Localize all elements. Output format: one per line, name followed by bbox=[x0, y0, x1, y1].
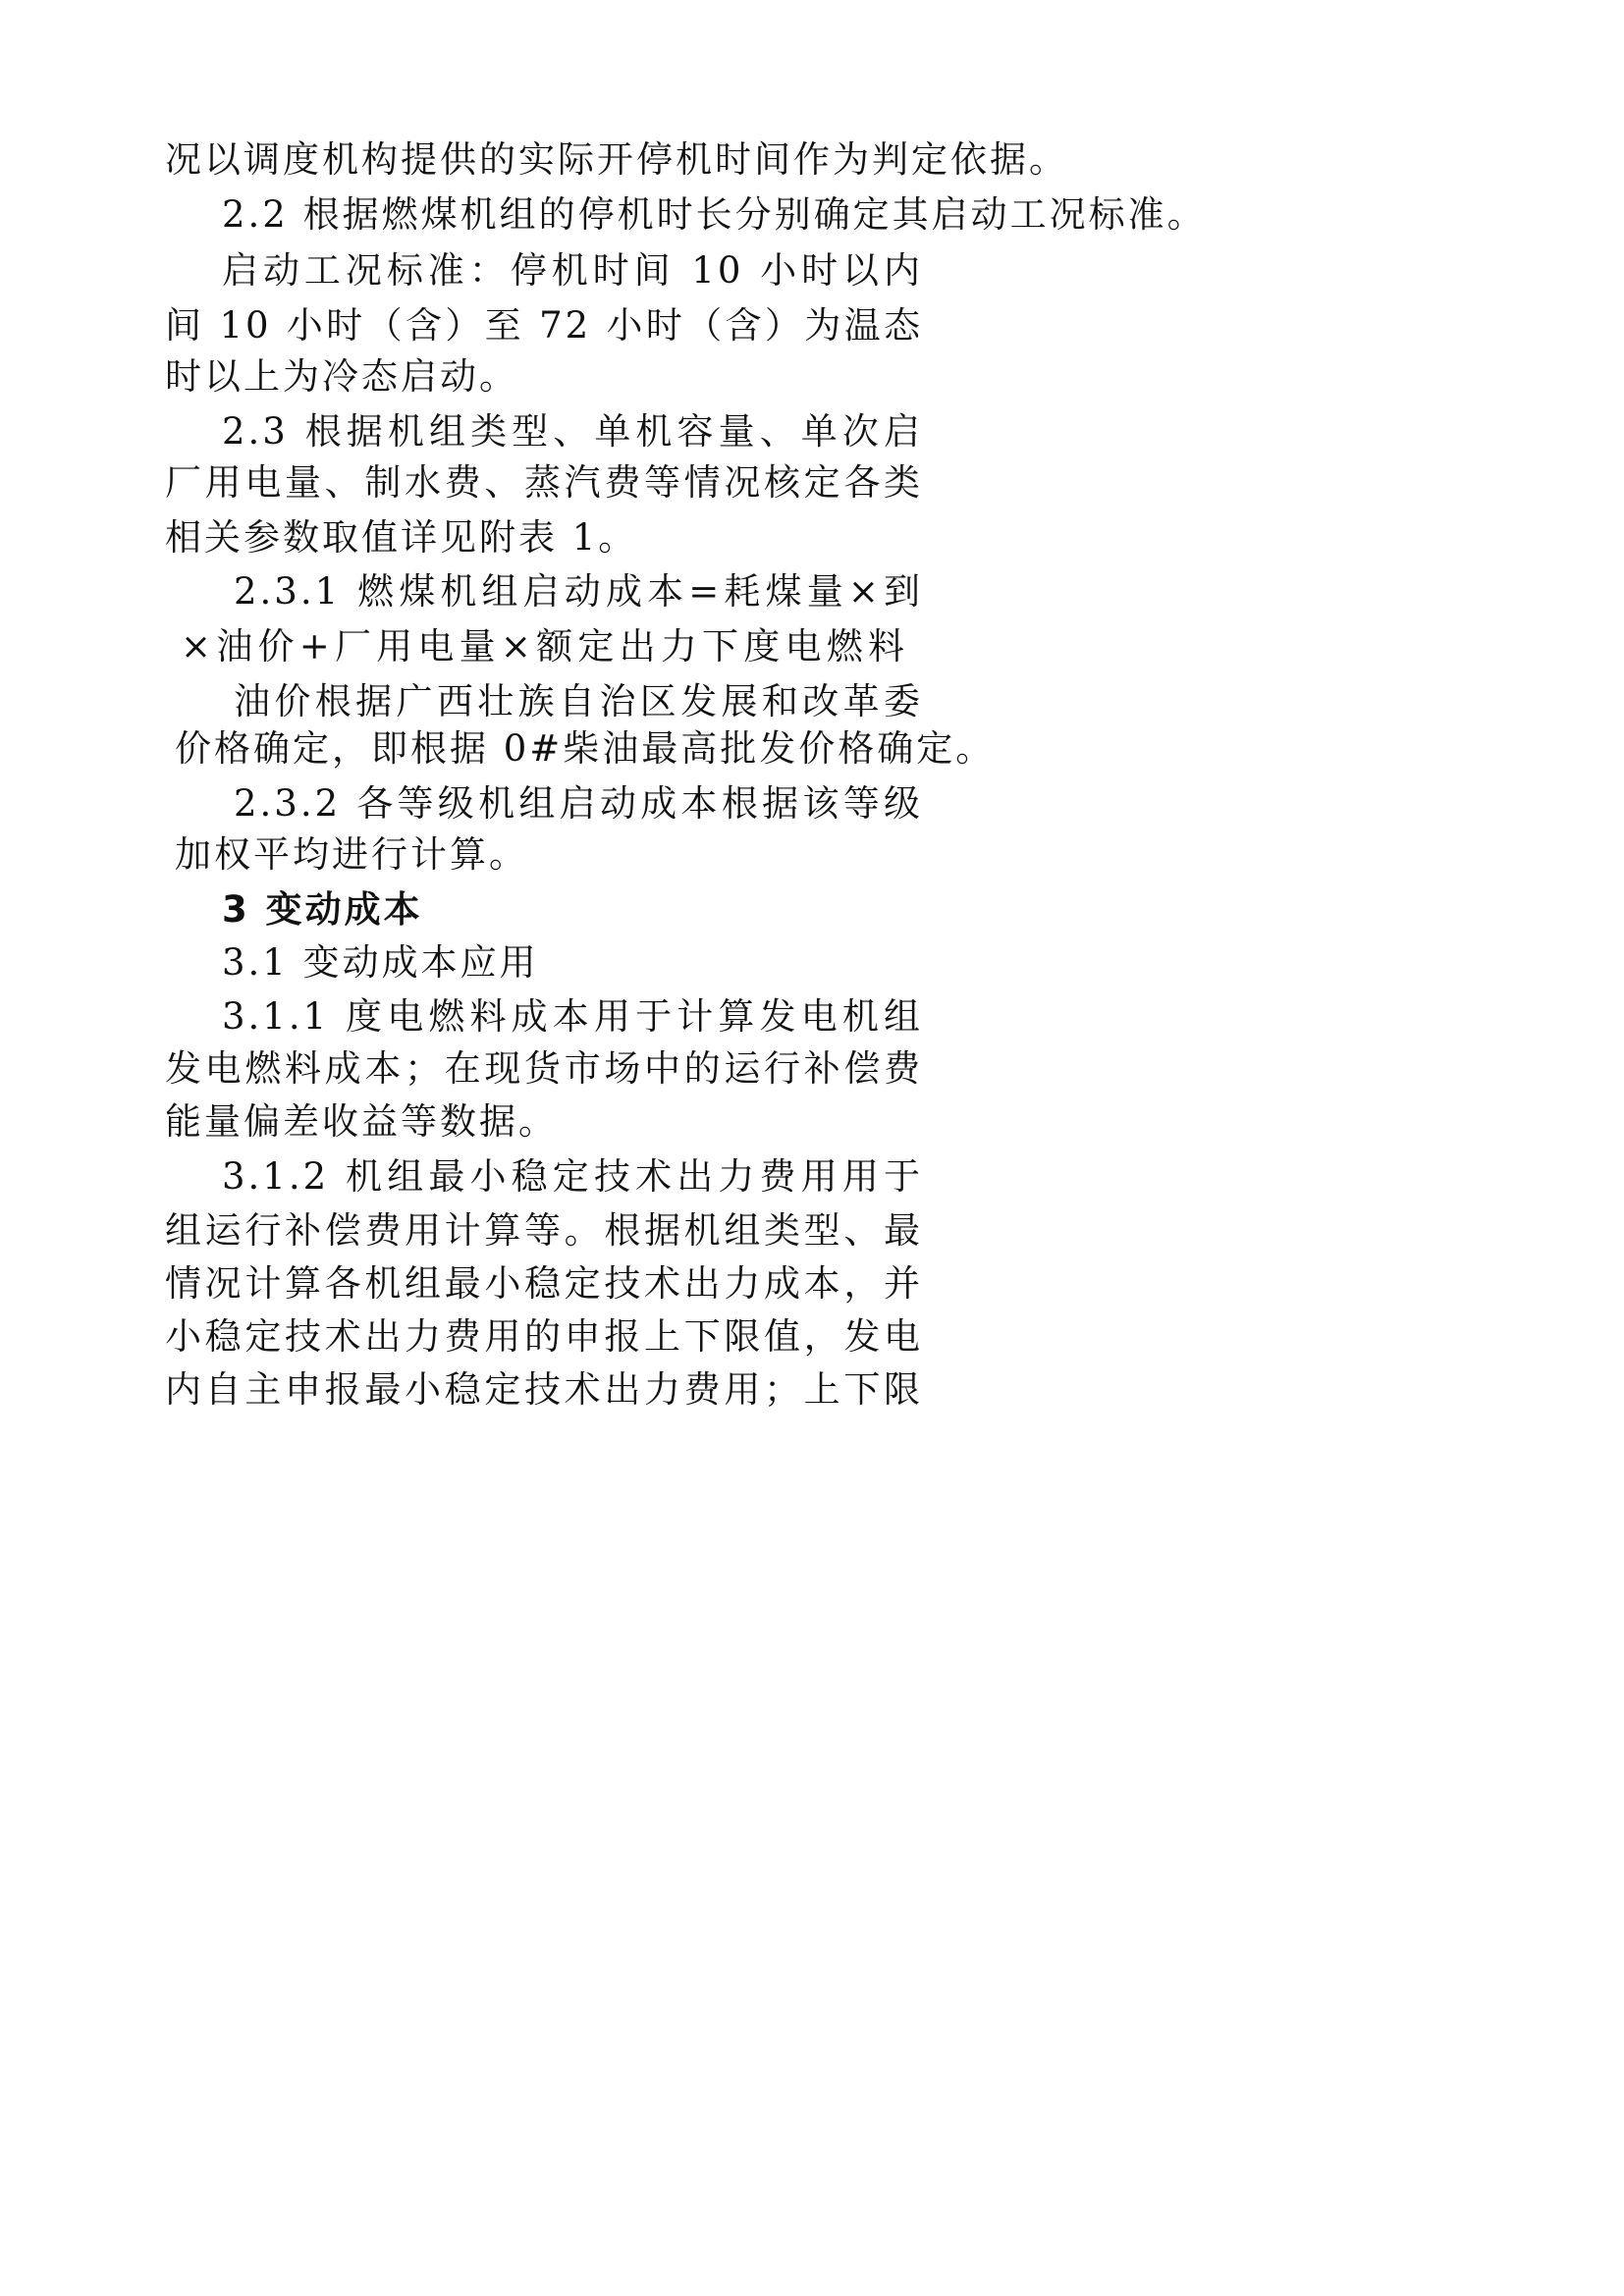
text-line: 厂用电量、制水费、蒸汽费等情况核定各类 bbox=[165, 461, 923, 504]
text-line: 内自主申报最小稳定技术出力费用；上下限 bbox=[165, 1368, 923, 1411]
text-line: 情况计算各机组最小稳定技术出力成本，并 bbox=[165, 1262, 923, 1305]
text-line: 2.2 根据燃煤机组的停机时长分别确定其启动工况标准。 bbox=[222, 193, 1207, 236]
text-line: 3.1.1 度电燃料成本用于计算发电机组 bbox=[222, 995, 923, 1038]
text-line: 3.1.2 机组最小稳定技术出力费用用于 bbox=[222, 1155, 923, 1198]
text-line: 发电燃料成本；在现货市场中的运行补偿费 bbox=[165, 1047, 923, 1090]
text-line: 时以上为冷态启动。 bbox=[165, 355, 518, 398]
text-line: 相关参数取值详见附表 1。 bbox=[165, 516, 638, 559]
text-line: 能量偏差收益等数据。 bbox=[165, 1100, 558, 1143]
text-line: 价格确定，即根据 0#柴油最高批发价格确定。 bbox=[175, 727, 996, 770]
text-line: 启动工况标准：停机时间 10 小时以内 bbox=[222, 249, 923, 292]
text-line: 组运行补偿费用计算等。根据机组类型、最 bbox=[165, 1209, 923, 1252]
text-line: 3.1 变动成本应用 bbox=[222, 941, 539, 984]
text-line: 油价根据广西壮族自治区发展和改革委 bbox=[234, 680, 923, 722]
text-line: 2.3 根据机组类型、单机容量、单次启 bbox=[222, 410, 923, 453]
text-line: 2.3.1 燃煤机组启动成本=耗煤量×到 bbox=[234, 570, 923, 613]
text-line: 加权平均进行计算。 bbox=[175, 833, 528, 876]
text-line: 2.3.2 各等级机组启动成本根据该等级 bbox=[234, 782, 923, 825]
text-line: ×油价+厂用电量×额定出力下度电燃料 bbox=[181, 625, 907, 667]
text-line: 况以调度机构提供的实际开停机时间作为判定依据。 bbox=[165, 138, 1068, 181]
section-heading: 3 变动成本 bbox=[222, 888, 423, 931]
text-line: 间 10 小时（含）至 72 小时（含）为温态 bbox=[165, 304, 923, 347]
text-line: 小稳定技术出力费用的申报上下限值，发电 bbox=[165, 1315, 923, 1358]
